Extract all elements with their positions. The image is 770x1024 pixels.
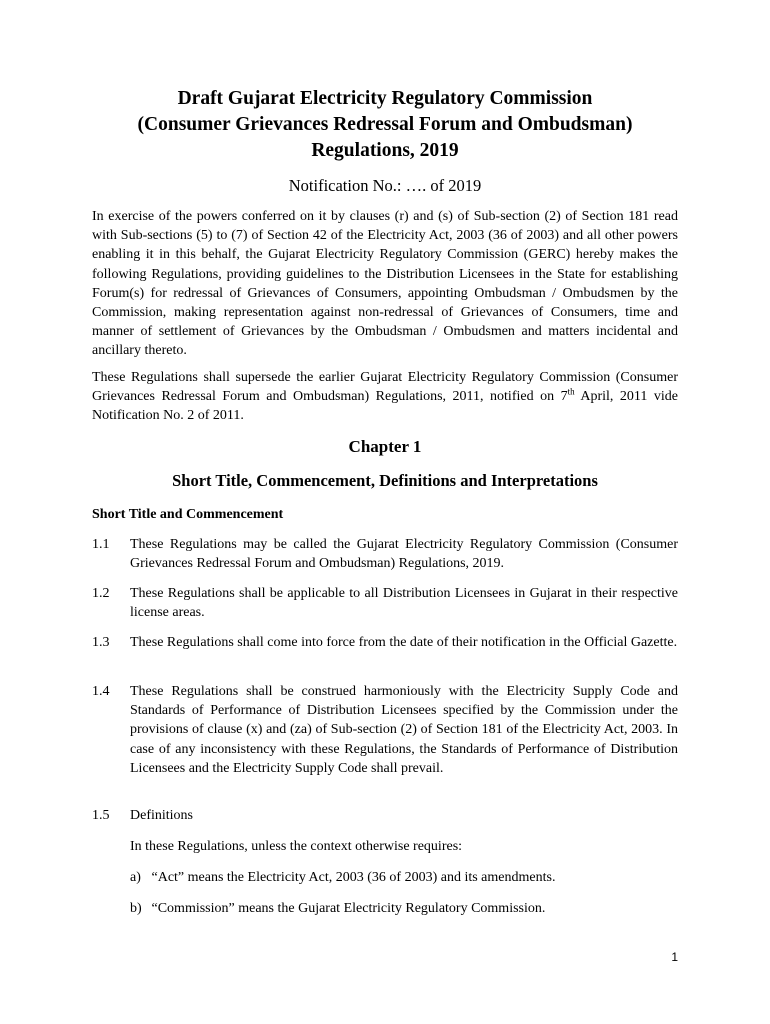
clause-1-4 [92,682,678,778]
definition-item [130,899,545,918]
clause-text: These Regulations shall come into force from the date of their notification in the Official Gazette. [130,635,678,650]
section-heading: Short Title and Commencement [92,507,284,522]
clause-number: 1.3 [92,635,110,650]
supersede-text: These Regulations shall supersede the earlier Gujarat Electricity Regulatory Commission (Consumer Grievances Redressal Forum and Ombudsman) Regulations, 2011, notified on 7 [92,370,678,405]
title-line: Draft Gujarat Electricity Regulatory Commission [177,88,593,109]
definition-item [130,868,555,887]
definition-text: “Act” means the Electricity Act, 2003 (36 of 2003) and its amendments. [151,870,556,885]
clause-1-5 [92,806,678,825]
notification-number: Notification No.: …. of 2019 [288,176,482,195]
definition-text: “Commission” means the Gujarat Electricity Regulatory Commission. [151,901,546,916]
chapter-title: Short Title, Commencement, Definitions and Interpretations [172,471,598,490]
chapter-heading: Chapter 1 [348,437,422,456]
definitions-lead: In these Regulations, unless the context otherwise requires: [130,839,463,854]
clause-number: 1.5 [92,808,110,823]
clause-1-2 [92,584,678,622]
supersede-paragraph [92,368,678,426]
title-line: (Consumer Grievances Redressal Forum and Ombudsman) [137,114,633,135]
clause-text: These Regulations shall be construed harmoniously with the Electricity Supply Code and Standards of Performance of Distribution Licensees specified by the Commission under the provisions of clause (x) and (za) of Sub-section (2) of Section 181 of the Electricity Act, 2003. In case of any inconsistency with these Regulations, the Standards of Performance of Distribution Licensees and the Electricity Supply Code shall prevail. [130,684,678,776]
definition-label: a) [130,870,141,885]
clause-1-3 [92,633,678,652]
clause-number: 1.4 [92,684,110,699]
clause-text: These Regulations shall be applicable to all Distribution Licensees in Gujarat in their respective license areas. [130,586,678,621]
clause-number: 1.1 [92,537,110,552]
document-title [60,86,710,164]
clause-text: These Regulations may be called the Gujarat Electricity Regulatory Commission (Consumer Grievances Redressal Forum and Ombudsman) Regulations, 2019. [130,537,678,572]
preamble-paragraph: In exercise of the powers conferred on it by clauses (r) and (s) of Sub-section (2) of Section 181 read with Sub-sections (5) to (7) of Section 42 of the Electricity Act, 2003 (36 of 2003) and all other powers enabling it in this behalf, the Gujarat Electricity Regulatory Commission (GERC) hereby makes the following Regulations, providing guidelines to the Distribution Licensees in the State for establishing Forum(s) for redressal of Grievances of Consumers, appointing Ombudsman / Ombudsmen by the Commission, making representation against non-redressal of Grievances of Consumers, time and manner of settlement of Grievances by the Ombudsman / Ombudsmen and matters incidental and ancillary thereto. [92,209,678,359]
ordinal-suffix: th [567,386,575,397]
title-line: Regulations, 2019 [311,140,459,161]
definition-label: b) [130,901,142,916]
clause-text: Definitions [130,808,193,823]
supersede-text-end: April, 2011 vide Notification No. 2 of 2011. [92,389,678,424]
clause-number: 1.2 [92,586,110,601]
clause-1-1 [92,535,678,573]
page-number: 1 [671,950,678,964]
